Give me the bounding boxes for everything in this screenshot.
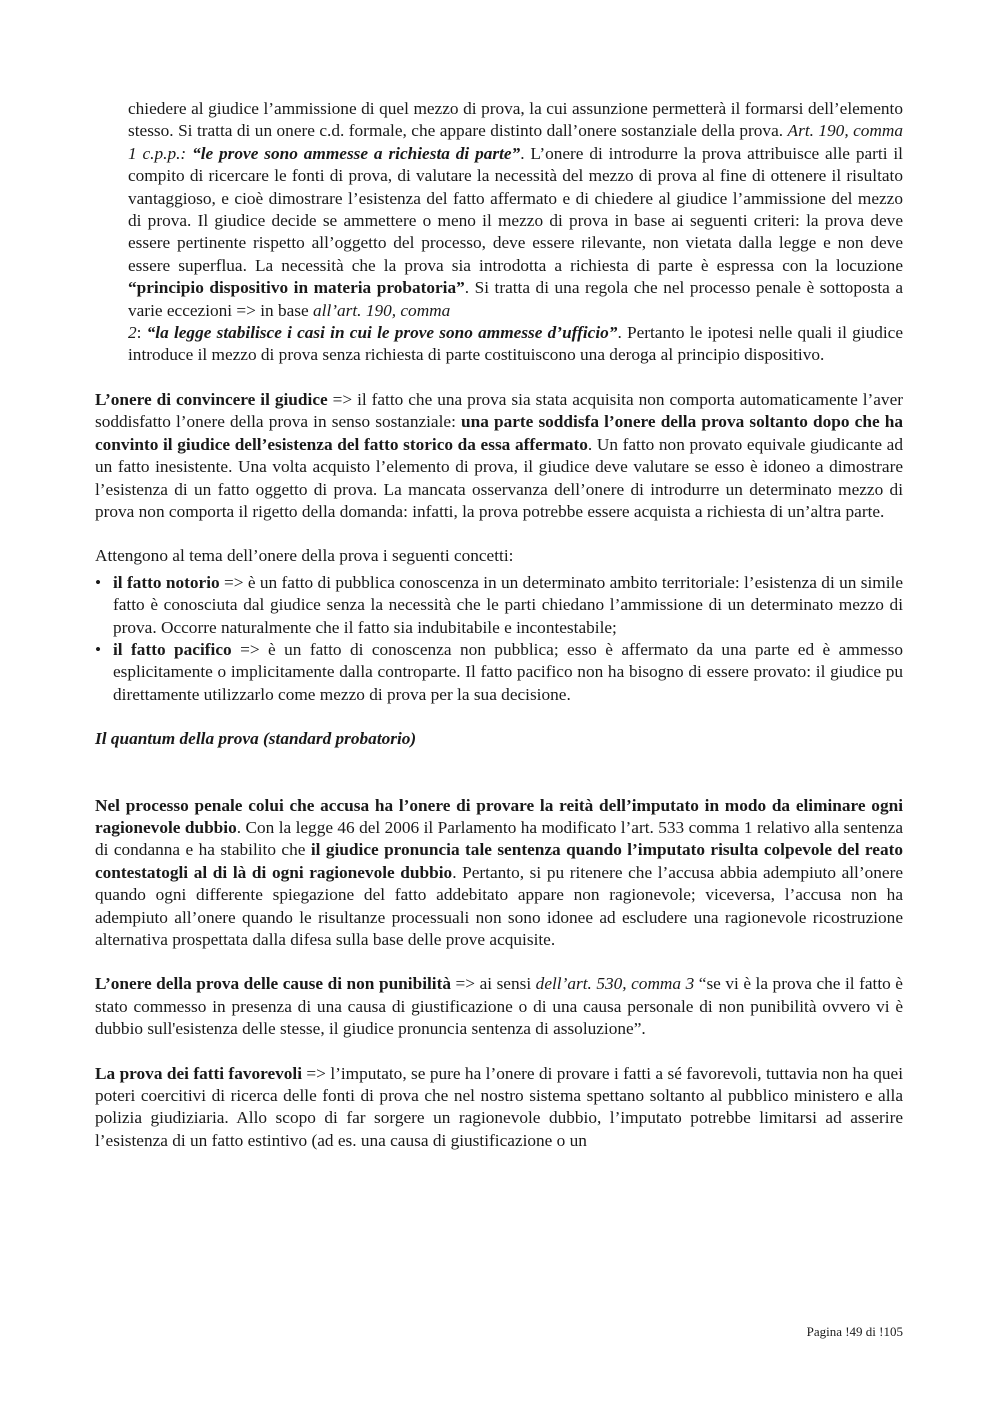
paragraph-cause-non-punibilita (95, 973, 903, 1040)
section-heading-text: Il quantum della prova (standard probatorio) (95, 729, 417, 749)
text-span: “se vi è la prova che il fatto è stato commesso in presenza di una causa di giustificazione o di una causa personale di non punibilità ovvero vi è dubbio sull'esistenza delle stesse, il giudice pronuncia sentenza di assoluzione”. (95, 974, 903, 1039)
text-span: . L’onere di introdurre la prova attribuisce alle parti il compito di ricercare le fonti di prova, di valutare la necessità del mezzo di prova al fine di ottenere il risultato vantaggioso, e cioè dimostrare l’esistenza del fatto affermato e di chiedere al giudice l’ammissione del mezzo di prova. Il giudice decide se ammettere o meno il mezzo di prova in base ai seguenti criteri: la prova deve essere pertinente rispetto all’oggetto del processo, deve essere rilevante, non vietata dalla legge e non deve essere superflua. La necessità che la prova sia introdotta a richiesta di parte è espressa con la locuzione (128, 143, 903, 275)
text-span: => l’imputato, se pure ha l’onere di provare i fatti a sé favorevoli, tuttavia non ha quei poteri coercitivi di ricerca delle fonti di prova che nel nostro sistema spettano soltanto al pubblico ministero e alla polizia giudiziaria. Allo scopo di far sorgere un ragionevole dubbio, l’imputato potrebbe limitarsi ad asserire l’esistenza di un fatto estintivo (ad es. una causa di giustificazione o un (95, 1063, 904, 1150)
bullet-icon: • (95, 572, 102, 592)
text-span: => ai sensi (451, 974, 536, 994)
paragraph-onere-formale (95, 98, 903, 367)
law-quote: “le prove sono ammesse a richiesta di parte” (192, 143, 521, 163)
list-item-text: => è un fatto di pubblica conoscenza in un determinato ambito territoriale: l’esistenza di un simile fatto è conosciuta dal giudice senza la necessità che le parti chiedano l’ammissione di un determinato mezzo di prova. Occorre naturalmente che il fatto sia indubitabile e incontestabile; (113, 572, 903, 637)
text-span: => il fatto che una prova sia stata acquisita non comporta automaticamente l’aver soddisfatto l’onere della prova in senso sostanziale: (95, 389, 903, 432)
paragraph-title: L’onere di convincere il giudice (95, 389, 328, 409)
paragraph-fatti-favorevoli (95, 1063, 903, 1153)
paragraph-intro-concetti: Attengono al tema dell’onere della prova i seguenti concetti: (95, 546, 514, 566)
text-span: . Pertanto le ipotesi nelle quali il giudice introduce il mezzo di prova senza richiesta di parte costituiscono una deroga al principio dispositivo. (128, 323, 903, 365)
bold-statement: una parte soddisfa l’onere della prova soltanto dopo che ha convinto il giudice dell’esistenza del fatto storico da essa affermato (95, 412, 903, 454)
page-body (95, 98, 903, 1152)
text-span: chiedere al giudice l’ammissione di quel mezzo di prova, la cui assunzione permetterà il formarsi dell’elemento stesso. Si tratta di un onere c.d. formale, che appare distinto dall’onere sostanziale della prova. (128, 99, 903, 141)
list-item-text: => è un fatto di conoscenza non pubblica; esso è affermato da una parte ed è ammesso esplicitamente o implicitamente dalla controparte. Il fatto pacifico non ha bisogno di essere provato: il giudice pu direttamente utilizzarlo come mezzo di prova per la sua decisione. (113, 639, 903, 704)
law-quote: “la legge stabilisce i casi in cui le prove sono ammesse d’ufficio” (146, 323, 618, 343)
text-span: . Si tratta di una regola che nel processo penale è sottoposta a varie eccezioni => in base (128, 278, 903, 320)
law-citation: dell’art. 530, comma 3 (535, 974, 695, 994)
paragraph-standard-probatorio (95, 795, 903, 952)
paragraph-title: L’onere della prova delle cause di non punibilità (95, 974, 451, 994)
text-span: . Con la legge 46 del 2006 il Parlamento ha modificato l’art. 533 comma 1 relativo alla sentenza di condanna e ha stabilito che (95, 817, 903, 860)
bold-statement: Nel processo penale colui che accusa ha l’onere di provare la reità dell’imputato in modo da eliminare ogni ragionevole dubbio (95, 795, 903, 837)
text-span: : (136, 323, 147, 343)
bold-term: “principio dispositivo in materia probatoria” (128, 278, 465, 298)
text-span: . Pertanto, si pu ritenere che l’accusa abbia adempiuto all’onere quando ogni differente spiegazione del fatto addebitato appare non ragionevole; viceversa, l’accusa non ha adempiuto all’onere quando le risultanze processuali non sono idonee ad escludere una ragionevole ricostruzione alternativa prospettata dalla difesa sulla base delle prove acquisite. (95, 862, 903, 949)
bullet-icon: • (95, 639, 102, 659)
list-item-term: il fatto notorio (113, 572, 220, 592)
page-number: Pagina !49 di !105 (806, 1324, 903, 1339)
bold-statement: il giudice pronuncia tale sentenza quando l’imputato risulta colpevole del reato contestatogli al di là di ogni ragionevole dubbio (95, 840, 903, 882)
paragraph-onere-convincere (95, 389, 903, 523)
list-item (95, 572, 903, 639)
text-span: . Un fatto non provato equivale giudicante ad un fatto inesistente. Una volta acquisto l’elemento di prova, il giudice deve valutare se esso è idoneo a dimostrare l’esistenza di un fatto oggetto di prova. La mancata osservanza dell’onere di introdurre un determinato mezzo di prova non comporta il rigetto della domanda: infatti, la prova potrebbe essere acquista a richiesta di un’altra parte. (95, 434, 903, 521)
list-item (95, 639, 903, 706)
list-item-term: il fatto pacifico (113, 639, 232, 659)
paragraph-title: La prova dei fatti favorevoli (95, 1063, 303, 1083)
law-citation: all’art. 190, comma (313, 300, 451, 320)
section-heading (95, 728, 903, 750)
concept-list (95, 572, 903, 706)
law-citation: 2 (128, 323, 137, 343)
law-citation: Art. 190, comma 1 c.p.p.: (128, 121, 904, 163)
